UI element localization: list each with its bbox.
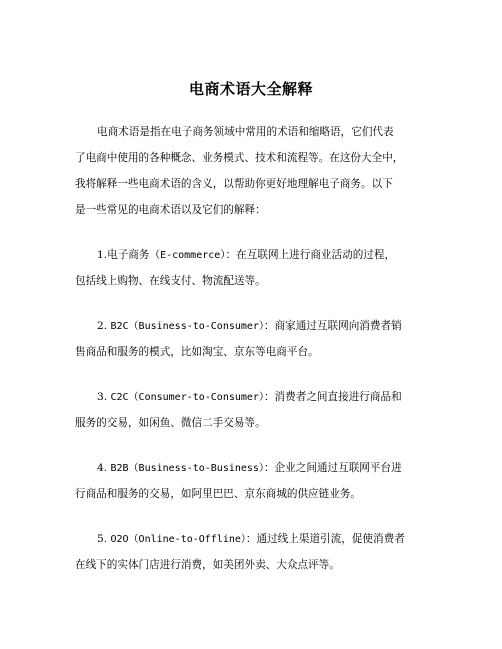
term-item-ecommerce-line-2: 包括线上购物、在线支付、物流配送等。 xyxy=(75,275,266,287)
term-item-b2b-line-1 xyxy=(97,461,402,476)
term-item-number: 3. xyxy=(97,391,111,403)
document-title: 电商术语大全解释 xyxy=(188,80,313,98)
term-name: O2O（Online-to-Offline） xyxy=(110,534,246,545)
term-name: B2C（Business-to-Consumer） xyxy=(110,321,264,332)
term-definition-start: ：企业之间通过互联网平台进 xyxy=(263,462,402,474)
intro-line-2: 了电商中使用的各种概念、业务模式、技术和流程等。在这份大全中， xyxy=(75,152,404,164)
term-definition-start: ：通过线上渠道引流，促使消费者 xyxy=(245,533,405,545)
term-item-o2o-line-1 xyxy=(97,532,405,547)
term-name: E-commerce xyxy=(160,250,221,261)
term-item-c2c-line-1 xyxy=(97,390,402,405)
term-item-ecommerce-line-1 xyxy=(97,248,395,263)
term-item-number: 1.电子商务（ xyxy=(97,249,161,261)
term-item-b2c-line-1 xyxy=(97,319,402,334)
term-item-number: 4. xyxy=(97,462,111,474)
term-name: C2C（Consumer-to-Consumer） xyxy=(110,392,264,403)
term-definition-start: ：消费者之间直接进行商品和 xyxy=(263,391,402,403)
intro-line-1: 电商术语是指在电子商务领域中常用的术语和缩略语，它们代表 xyxy=(97,126,394,138)
term-item-c2c-line-2: 服务的交易，如闲鱼、微信二手交易等。 xyxy=(75,417,266,429)
term-item-number: 2. xyxy=(97,320,111,332)
term-item-o2o-line-2: 在线下的实体门店进行消费，如美团外卖、大众点评等。 xyxy=(75,559,340,571)
term-name: B2B（Business-to-Business） xyxy=(110,463,264,474)
term-item-b2c-line-2: 售商品和服务的模式，比如淘宝、京东等电商平台。 xyxy=(75,346,319,358)
term-definition-start: ：商家通过互联网向消费者销 xyxy=(263,320,402,332)
term-item-b2b-line-2: 行商品和服务的交易，如阿里巴巴、京东商城的供应链业务。 xyxy=(75,488,362,500)
intro-line-4: 是一些常见的电商术语以及它们的解释： xyxy=(75,204,266,216)
term-item-number: 5. xyxy=(97,533,111,545)
intro-line-3: 我将解释一些电商术语的含义，以帮助你更好地理解电子商务。以下 xyxy=(75,178,393,190)
term-definition-start: ）：在互联网上进行商业活动的过程， xyxy=(220,249,396,261)
